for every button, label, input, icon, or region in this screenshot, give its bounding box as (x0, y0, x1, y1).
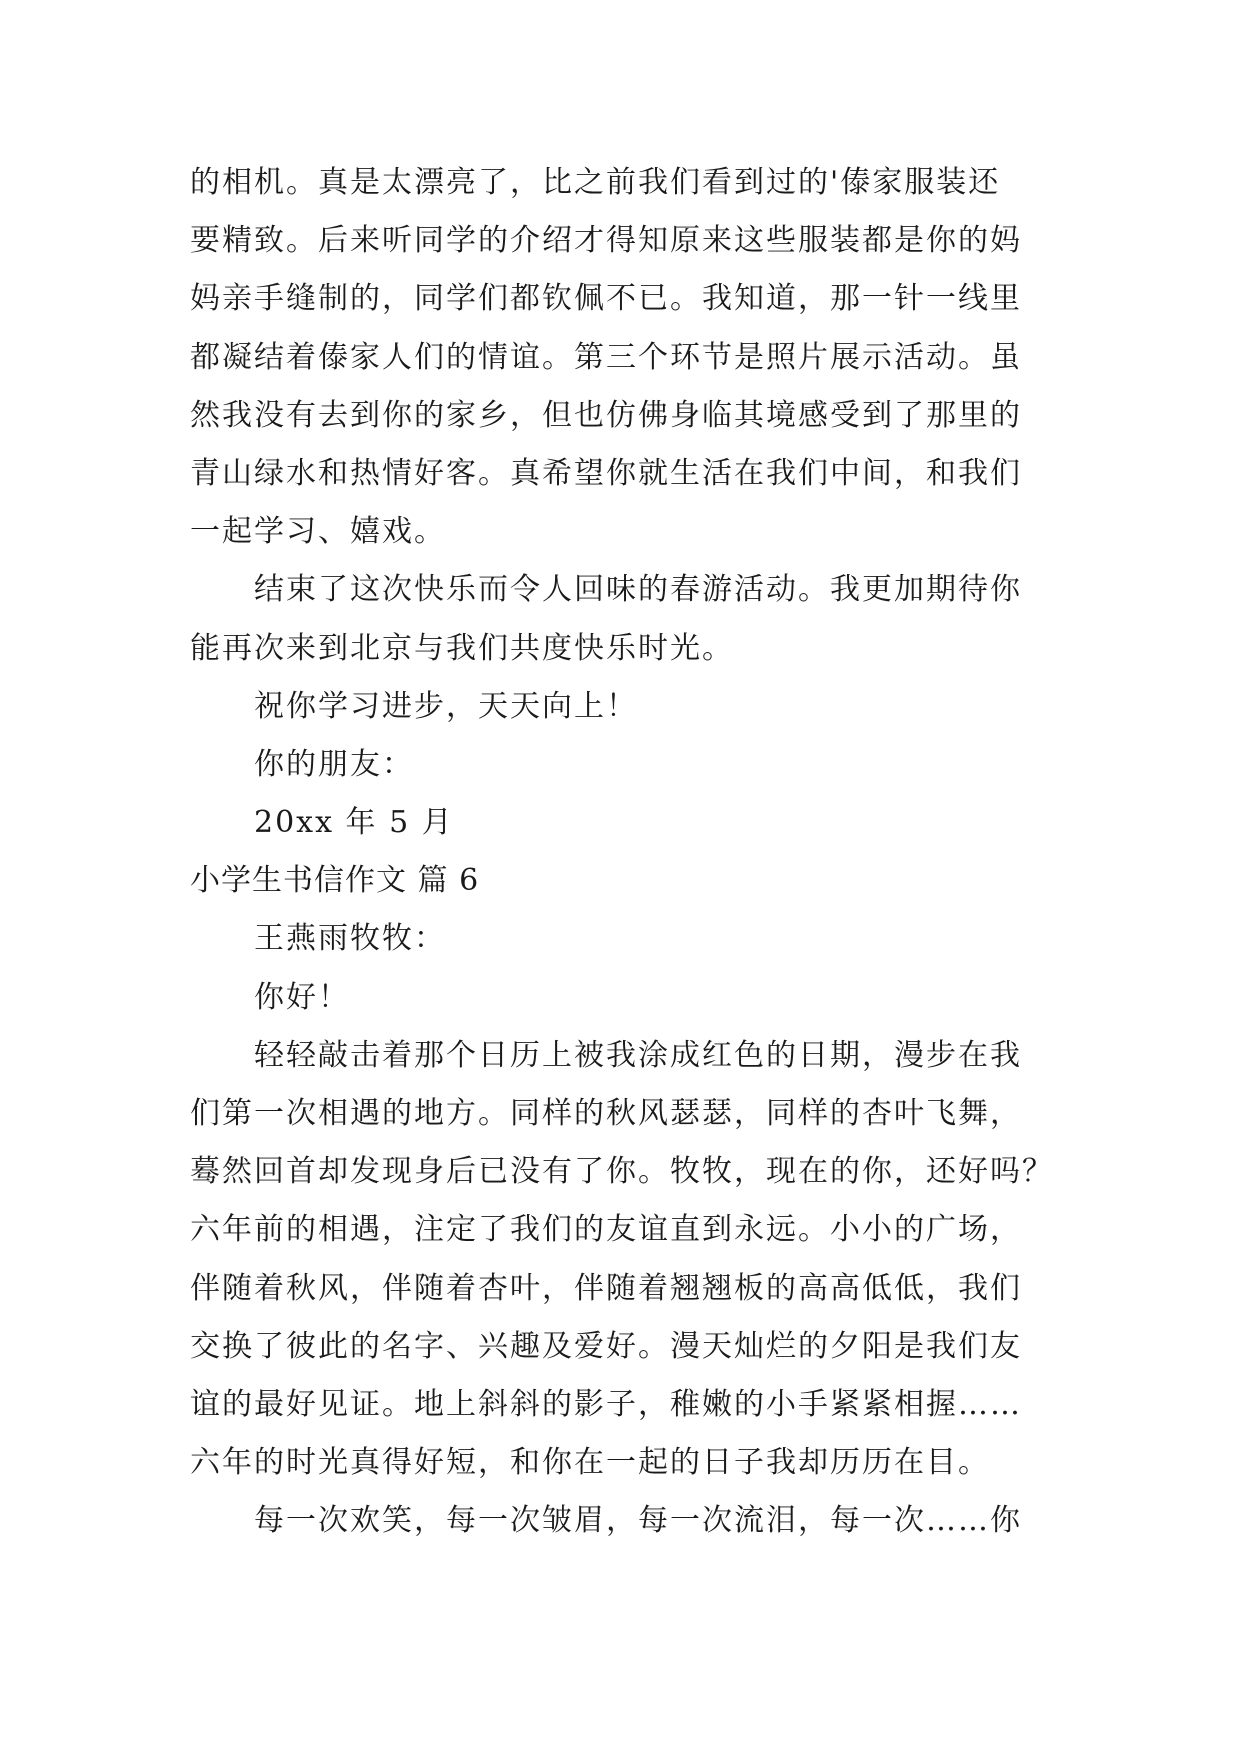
text-line: 六年前的相遇，注定了我们的友谊直到永远。小小的广场， (190, 1212, 1022, 1248)
text-line: 然我没有去到你的家乡，但也仿佛身临其境感受到了那里的 (190, 397, 1022, 433)
closing-wish: 祝你学习进步，天天向上！ (254, 688, 638, 724)
greeting: 你好！ (254, 979, 350, 1015)
text-line: 的相机。真是太漂亮了，比之前我们看到过的'傣家服装还 (190, 165, 1001, 200)
signature-line: 你的朋友： (254, 746, 414, 782)
section-heading: 小学生书信作文 篇 6 (190, 863, 480, 899)
letter-body (190, 154, 1060, 1551)
paragraph-start-line: 轻轻敲击着那个日历上被我涂成红色的日期，漫步在我 (254, 1037, 1022, 1073)
text-line: 交换了彼此的名字、兴趣及爱好。漫天灿烂的夕阳是我们友 (190, 1328, 1022, 1364)
text-line: 妈亲手缝制的，同学们都钦佩不已。我知道，那一针一线里 (190, 281, 1022, 317)
text-line: 一起学习、嬉戏。 (190, 514, 446, 550)
text-line: 要精致。后来听同学的介绍才得知原来这些服装都是你的妈 (190, 223, 1022, 259)
paragraph-start-line: 每一次欢笑，每一次皱眉，每一次流泪，每一次……你 (254, 1503, 1022, 1539)
text-line: 能再次来到北京与我们共度快乐时光。 (190, 630, 734, 666)
text-line: 都凝结着傣家人们的情谊。第三个环节是照片展示活动。虽 (190, 339, 1022, 375)
paragraph-start-line: 结束了这次快乐而令人回味的春游活动。我更加期待你 (254, 572, 1022, 608)
salutation: 王燕雨牧牧： (254, 921, 446, 957)
text-line: 伴随着秋风，伴随着杏叶，伴随着翘翘板的高高低低，我们 (190, 1270, 1022, 1306)
text-line: 蓦然回首却发现身后已没有了你。牧牧，现在的你，还好吗？ (190, 1154, 1054, 1190)
text-line: 六年的时光真得好短，和你在一起的日子我却历历在目。 (190, 1445, 990, 1481)
text-line: 们第一次相遇的地方。同样的秋风瑟瑟，同样的杏叶飞舞， (190, 1096, 1022, 1131)
text-line: 谊的最好见证。地上斜斜的影子，稚嫩的小手紧紧相握…… (190, 1386, 1022, 1422)
date-line: 20xx 年 5 月 (254, 805, 454, 841)
text-line: 青山绿水和热情好客。真希望你就生活在我们中间，和我们 (190, 455, 1022, 491)
